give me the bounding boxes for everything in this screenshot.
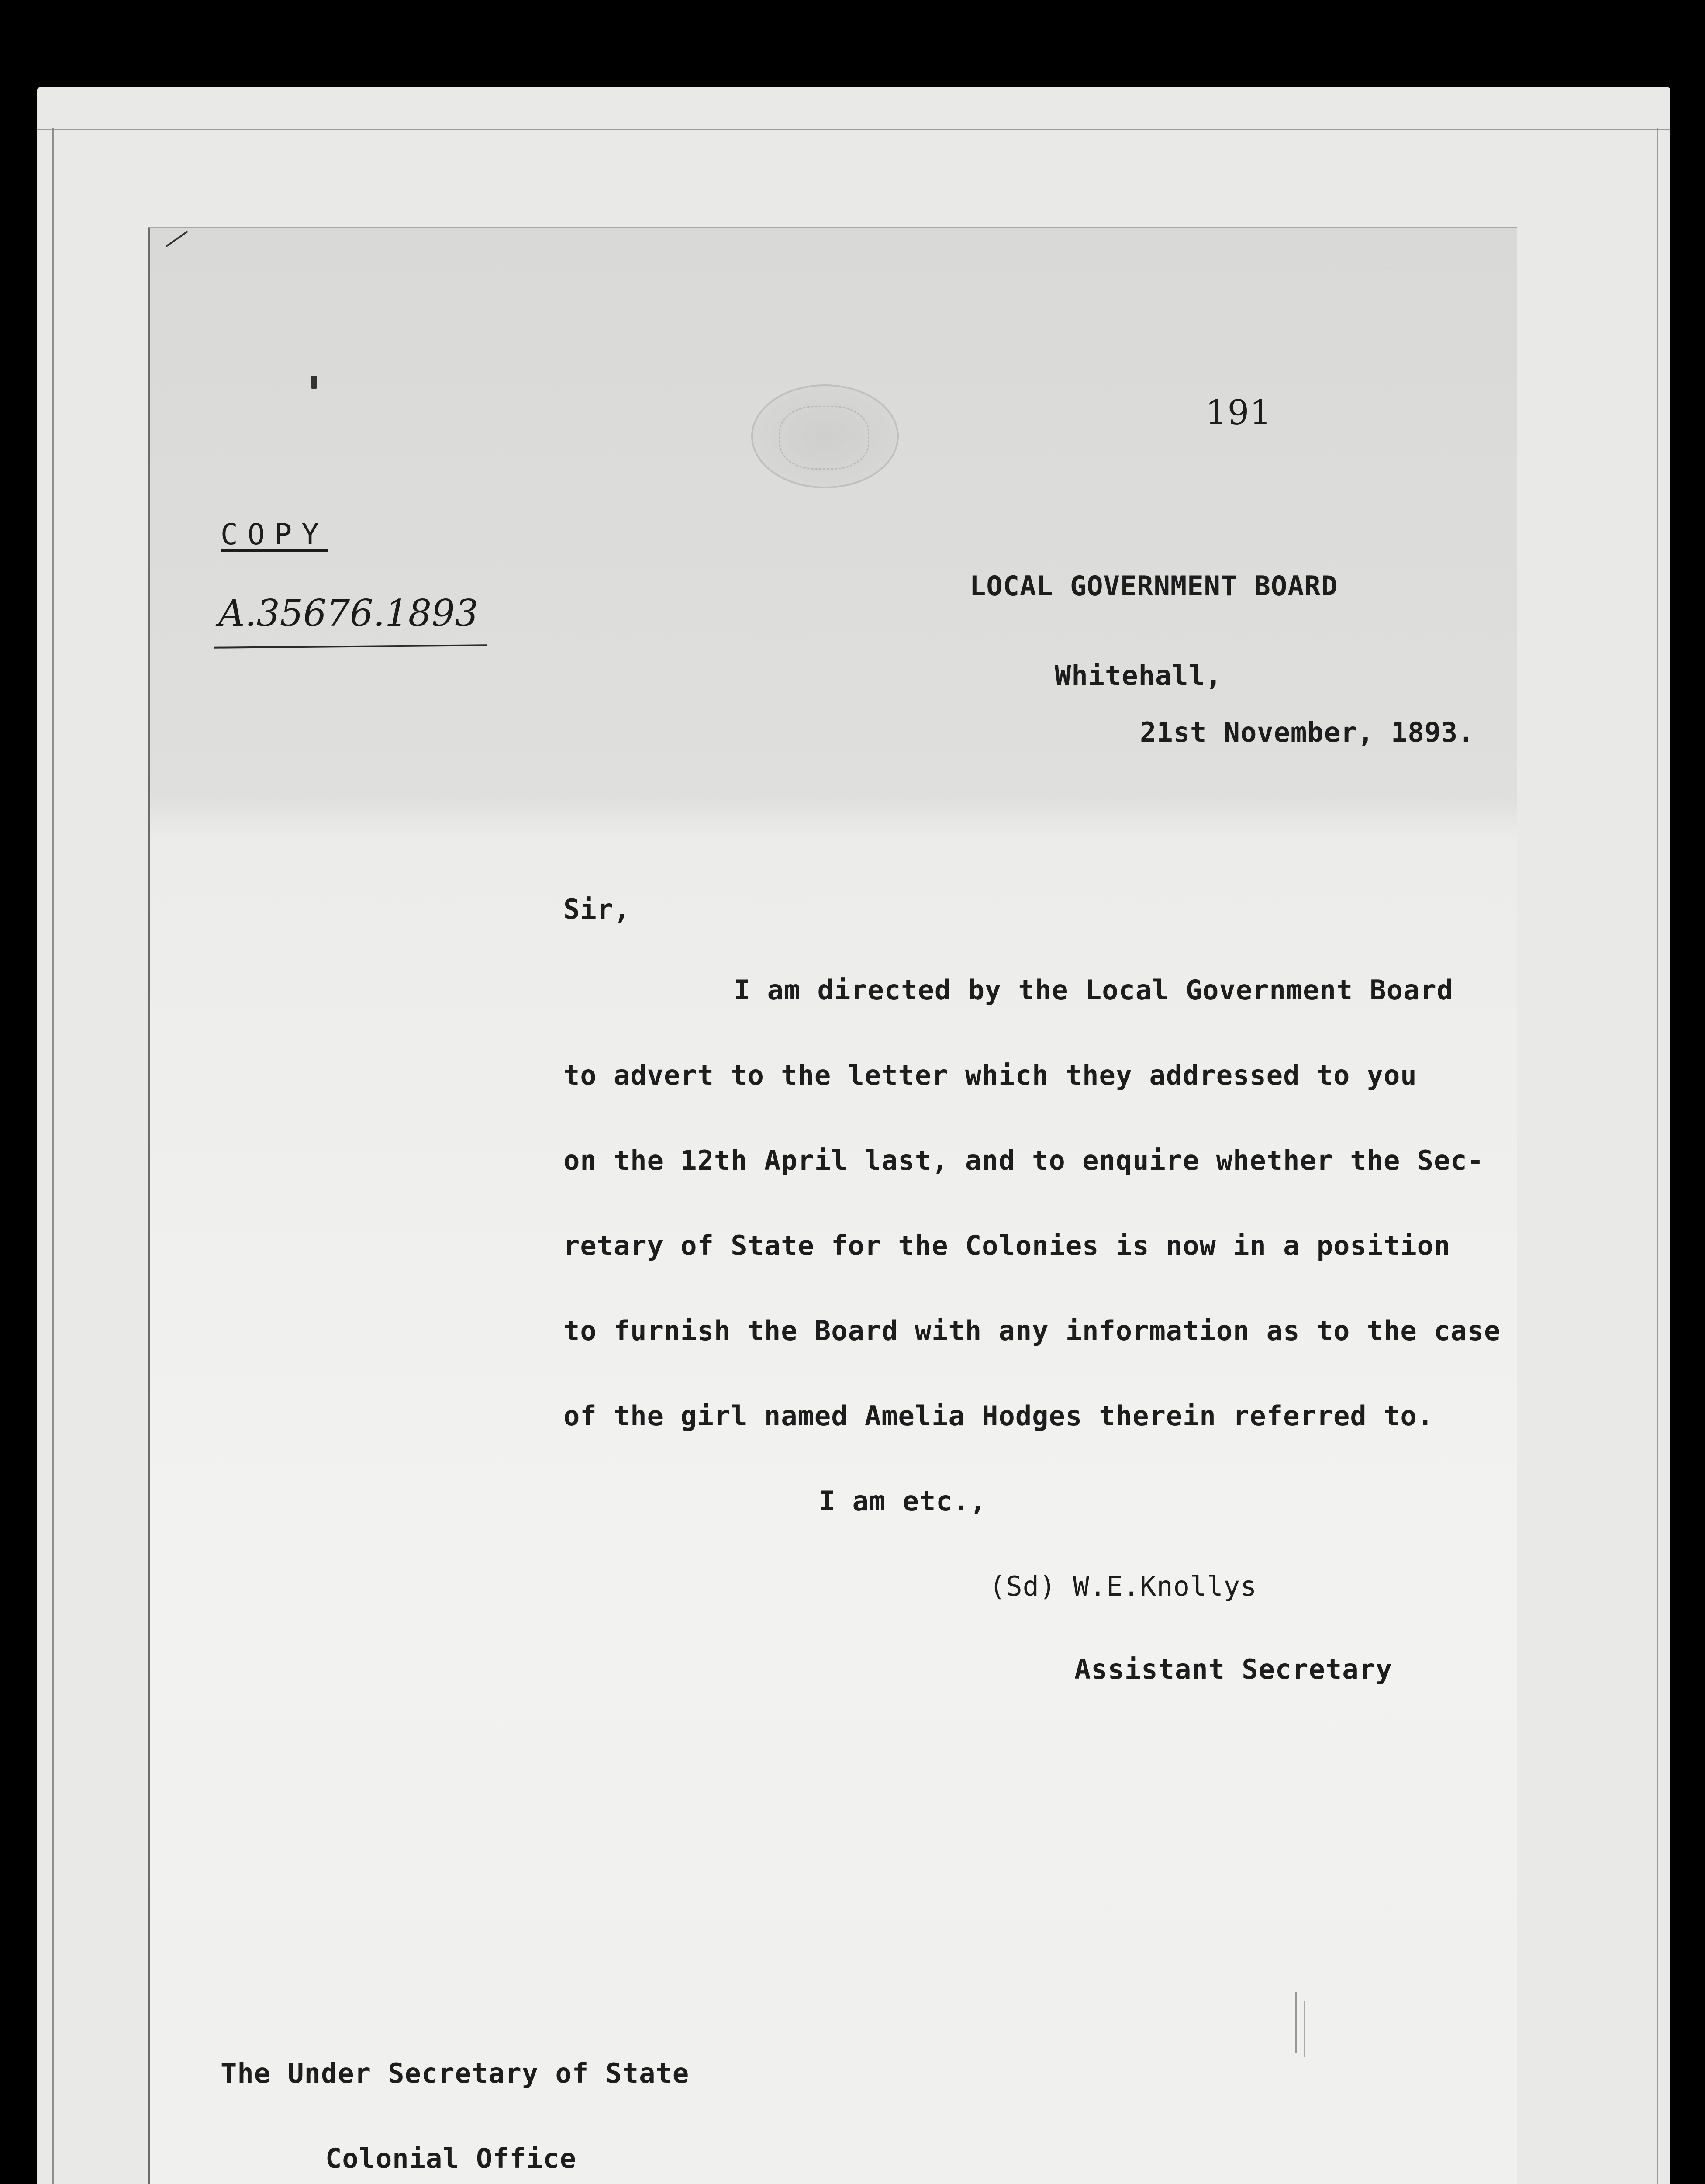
body-line: to furnish the Board with any information as to the case [563,1315,1501,1347]
addressee-line-2: Colonial Office [325,2143,576,2174]
pencil-mark [1304,2001,1305,2057]
letterhead-office: LOCAL GOVERNMENT BOARD [970,570,1338,602]
letter-sheet [148,227,1517,2184]
body-line: on the 12th April last, and to enquire whether the Sec- [563,1144,1484,1176]
copy-label: COPY [221,518,328,551]
addressee-line-1: The Under Secretary of State [221,2057,690,2089]
pencil-mark [1295,1992,1297,2053]
ink-mark [311,376,317,389]
signatory-title: Assistant Secretary [1074,1653,1393,1685]
letterhead-place: Whitehall, [1055,660,1222,691]
letter-date: 21st November, 1893. [1140,716,1475,748]
seal-crest [779,406,869,470]
closing: I am etc., [819,1485,987,1517]
letter-sheet-clip [148,227,1517,2184]
salutation: Sir, [563,893,631,925]
file-reference: A.35676.1893 [218,592,479,635]
signature: (Sd) W.E.Knollys [989,1570,1257,1602]
page-number: 191 [1205,393,1272,432]
body-line: of the girl named Amelia Hodges therein referred to. [563,1400,1434,1432]
body-line: I am directed by the Local Government Board [734,974,1454,1006]
embossed-seal [751,384,899,488]
body-line: to advert to the letter which they addressed to you [563,1059,1417,1091]
body-line: retary of State for the Colonies is now in a position [563,1230,1451,1261]
